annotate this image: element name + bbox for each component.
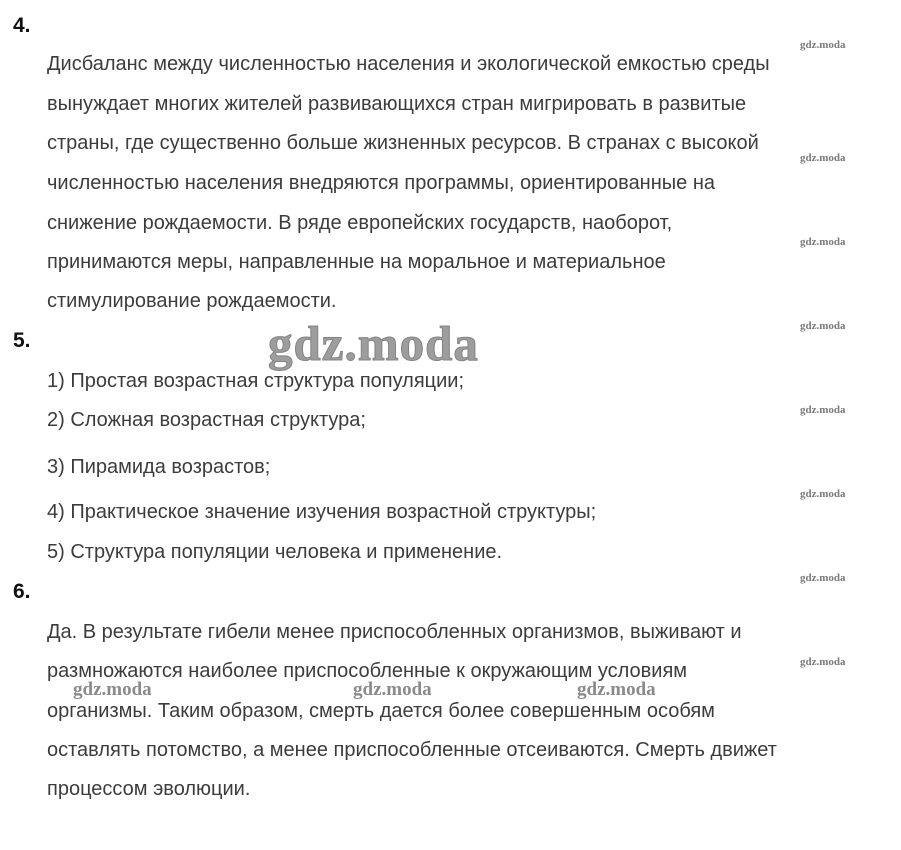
watermark-small: gdz.moda (800, 320, 846, 332)
paragraph-line: численностью населения внедряются программы, ориентированные на (47, 172, 715, 194)
watermark-small: gdz.moda (800, 152, 846, 164)
paragraph-line: процессом эволюции. (47, 778, 251, 800)
list-item: 1) Простая возрастная структура популяции; (47, 370, 465, 392)
paragraph-line: страны, где существенно больше жизненных ресурсов. В странах с высокой (47, 132, 759, 154)
watermark-small: gdz.moda (800, 39, 846, 51)
watermark-small: gdz.moda (800, 488, 846, 500)
section-number: 5. (13, 329, 31, 352)
paragraph-line: стимулирование рождаемости. (47, 290, 337, 312)
watermark-medium: gdz.moda (73, 679, 152, 700)
list-item: 5) Структура популяции человека и применение. (47, 541, 503, 563)
paragraph-line: размножаются наиболее приспособленные к окружающим условиям (47, 660, 688, 682)
list-item: 3) Пирамида возрастов; (47, 456, 271, 478)
paragraph-line: организмы. Таким образом, смерть дается более совершенным особям (47, 700, 715, 722)
paragraph-line: Да. В результате гибели менее приспособленных организмов, выживают и (47, 621, 742, 643)
watermark-small: gdz.moda (800, 572, 846, 584)
paragraph-line: оставлять потомство, а менее приспособленные отсеиваются. Смерть движет (47, 739, 777, 761)
list-item: 2) Сложная возрастная структура; (47, 409, 366, 431)
watermark-medium: gdz.moda (353, 679, 432, 700)
watermark-small: gdz.moda (800, 656, 846, 668)
section-number: 6. (13, 580, 31, 603)
watermark-medium: gdz.moda (577, 679, 656, 700)
watermark-small: gdz.moda (800, 236, 846, 248)
watermark-small: gdz.moda (800, 404, 846, 416)
paragraph-line: вынуждает многих жителей развивающихся стран мигрировать в развитые (47, 93, 747, 115)
watermark-logo-large: gdz.moda (268, 316, 479, 371)
paragraph-line: принимаются меры, направленные на моральное и материальное (47, 251, 666, 273)
list-item: 4) Практическое значение изучения возрастной структуры; (47, 501, 597, 523)
paragraph-line: Дисбаланс между численностью населения и экологической емкостью среды (47, 53, 770, 75)
paragraph-line: снижение рождаемости. В ряде европейских государств, наоборот, (47, 212, 673, 234)
section-number: 4. (13, 14, 31, 37)
